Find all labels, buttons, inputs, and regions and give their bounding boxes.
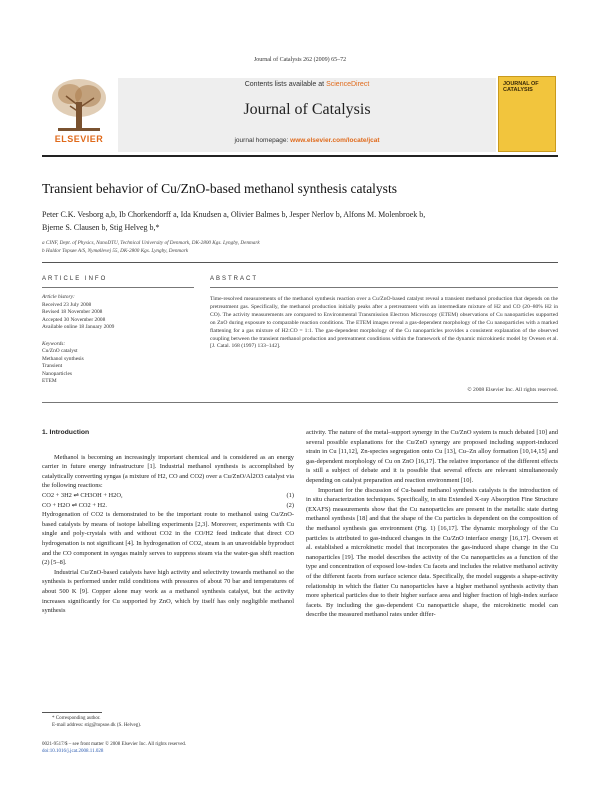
sciencedirect-link[interactable]: ScienceDirect xyxy=(326,81,370,88)
article-info xyxy=(42,294,194,386)
section-heading: 1. Introduction xyxy=(42,429,90,436)
article-info-divider xyxy=(42,287,194,288)
header-divider xyxy=(42,262,558,263)
tree-logo-icon xyxy=(48,76,110,132)
elsevier-logo[interactable] xyxy=(44,76,114,146)
equation-1-text: CO2 + 3H2 ⇌ CH3OH + H2O, xyxy=(42,491,123,499)
abstract-divider xyxy=(210,287,558,288)
affiliations xyxy=(42,239,558,255)
homepage-link[interactable]: www.elsevier.com/locate/jcat xyxy=(290,137,380,144)
keyword: ETEM xyxy=(42,378,57,384)
keywords-label: Keywords: xyxy=(42,340,66,347)
equation-2-number: (2) xyxy=(286,501,294,509)
author-list xyxy=(42,208,558,234)
journal-title: Journal of Catalysis xyxy=(243,101,371,118)
paragraph: Industrial Cu/ZnO-based catalysts have high activity and selectivity towards methanol so the synthesis is performed under mild conditions with pressures of about 70 bar and temperatures of about 500 K [9]. Copper alone may work as a methanol synthesis catalyst, but the activity increases significantly for Cu supported by ZnO, which by itself has only negligible methanol synthesis xyxy=(42,568,294,615)
equation-1 xyxy=(42,491,294,501)
journal-homepage xyxy=(118,137,496,144)
corresponding-author: * Corresponding author. xyxy=(52,716,101,721)
footnote-divider xyxy=(42,712,102,713)
abstract-text: Time-resolved measurements of the methanol synthesis reaction over a Cu/ZnO-based catalyst reveal a transient methanol production that depends on the pretreatment gas. Specifically, the methanol production initially peaks after a pretreatment with an intermediate mixture of H2 and CO (20–80% H2 in CO). The activity measurements are compared to Environmental Transmission Electron Microscopy (ETEM) observations of Cu nanoparticles supported on ZnO during exposure to comparable reaction conditions. The ETEM images reveal a gas-dependent morphology of the Cu nanoparticles with a marked flattening for a gas mixture of H2:CO = 1:1. The gas-dependent morphology of the Cu nanoparticles provides a consistent explanation of the observed coupling between the transient methanol production and pretreatment conditions within the framework of the dynamic microkinetic model by Ovesen et al. [J. Catal. 168 (1997) 133–142]. xyxy=(210,296,558,350)
publisher-name: ELSEVIER xyxy=(54,134,104,144)
body-column-left xyxy=(42,428,294,616)
keyword: Cu/ZnO catalyst xyxy=(42,348,78,354)
footnote xyxy=(52,715,292,729)
paragraph: activity. The nature of the metal–support synergy in the Cu/ZnO system is much debated [10] and several possible explanations for the Cu/ZnO synergy are proposed including support-induced strain in Cu [11,12], Zn-species segregation onto Cu [13], Cu–Zn alloy formation [10,14,15] and gas-dependent morphology of Cu on ZnO [16,17]. The relative importance of the different effects is still a subject of debate and it is possible that several effects are relevant simultaneously depending on catalyst preparation and reaction environment [10]. xyxy=(306,429,558,484)
author-email[interactable]: E-mail address: stig@topsoe.dk (S. Helveg). xyxy=(52,723,142,728)
equation-1-number: (1) xyxy=(286,491,294,499)
issn-line: 0021-9517/$ – see front matter © 2008 Elsevier Inc. All rights reserved. xyxy=(42,742,187,747)
article-title: Transient behavior of Cu/ZnO-based methanol synthesis catalysts xyxy=(42,181,397,196)
received-date: Received 23 July 2008 xyxy=(42,301,92,308)
banner-divider xyxy=(42,155,558,157)
paragraph: Important for the discussion of Cu-based methanol synthesis catalysts is the introduction of in situ characterization techniques. Specifically, in situ Extended X-ray Absorption Fine Structure (EXAFS) measurements show that the Cu nanoparticles are present in the metallic state during methanol synthesis [18] and that the shape of the Cu particles is dependent on the composition of the methanol synthesis gas environment (Fig. 1) [16,17]. The dynamic morphology of the Cu particles is attributed to gas-induced changes in the Cu/ZnO interface energy [16,17]. Ovesen et al. established a microkinetic model that incorporates the gas-induced shape change in the Cu nanoparticles [19]. The model describes the activity of the Cu nanoparticles as a function of the type and concentration of exposed low-index Cu facets and includes the relative methanol activity of the different facets from surface science data. Specifically, the model suggests a shape-activity relationship in which the flatter Cu nanoparticles have a higher methanol synthesis activity than more spherical particles due to their higher surface area and higher fraction of high-index surface facets. By including the gas-dependent Cu nanoparticle shape, the microkinetic model can describe the measured methanol rates under differ- xyxy=(306,486,558,619)
abstract-copyright: © 2008 Elsevier Inc. All rights reserved. xyxy=(467,387,558,393)
journal-citation-header: Journal of Catalysis 262 (2009) 65–72 xyxy=(253,57,347,63)
affiliation-a: a CINF, Dept. of Physics, NanoDTU, Technical University of Denmark, DK-2800 Kgs. Lyngby, Denmark xyxy=(42,240,260,246)
accepted-date: Accepted 30 November 2008 xyxy=(42,316,106,323)
online-date: Available online 18 January 2009 xyxy=(42,324,115,330)
keyword: Transient xyxy=(42,363,63,369)
revised-date: Revised 18 November 2008 xyxy=(42,309,103,315)
body-column-right xyxy=(306,428,558,620)
authors-line-1: Peter C.K. Vesborg a,b, Ib Chorkendorff a, Ida Knudsen a, Olivier Balmes b, Jesper Nerlov b, Alfons M. Molenbroek b, xyxy=(42,210,426,219)
article-info-label: ARTICLE INFO xyxy=(42,276,108,282)
history-label: Article history: xyxy=(42,294,75,300)
abstract-label: ABSTRACT xyxy=(210,276,259,282)
equation-2-text: CO + H2O ⇌ CO2 + H2. xyxy=(42,501,107,509)
authors-line-2: Bjerne S. Clausen b, Stig Helveg b,* xyxy=(42,223,160,232)
body-divider xyxy=(42,402,558,403)
homepage-prefix: journal homepage: xyxy=(234,137,289,144)
cover-title: JOURNAL OF CATALYSIS xyxy=(503,81,539,94)
contents-line xyxy=(118,81,496,88)
affiliation-b: b Haldor Topsøe A/S, Nymøllevej 55, DK-2800 Kgs. Lyngby, Denmark xyxy=(42,248,189,254)
page-footer xyxy=(42,741,292,755)
journal-cover-thumbnail[interactable] xyxy=(498,76,556,152)
keyword: Methanol synthesis xyxy=(42,355,84,362)
doi-link[interactable]: doi:10.1016/j.jcat.2008.11.028 xyxy=(42,749,104,754)
keyword: Nanoparticles xyxy=(42,370,72,377)
equation-2 xyxy=(42,501,294,511)
paragraph: Hydrogenation of CO2 is demonstrated to be the important route to methanol using Cu/ZnO-based catalysts by means of isotope labelling experiments [2,3]. Moreover, experiments with Cu single and poly-crystals with and without CO2 in the CO/H2 feed indicate that direct CO hydrogenation is not significant [4]. In hydrogenation of CO2, steam is an unavoidable byproduct and the CO component in syngas mainly serves to suppress steam via the water-gas shift reaction (2) [5–8]. xyxy=(42,511,294,567)
contents-prefix: Contents lists available at xyxy=(244,81,325,88)
paragraph: Methanol is becoming an increasingly important chemical and is considered as an energy carrier in future energy infrastructure [1]. Industrial methanol synthesis is accomplished by catalytically converting syngas (a mixture of H2, CO and CO2) over a Cu/ZnO/Al2O3 catalyst via the following reactions: xyxy=(42,453,294,490)
